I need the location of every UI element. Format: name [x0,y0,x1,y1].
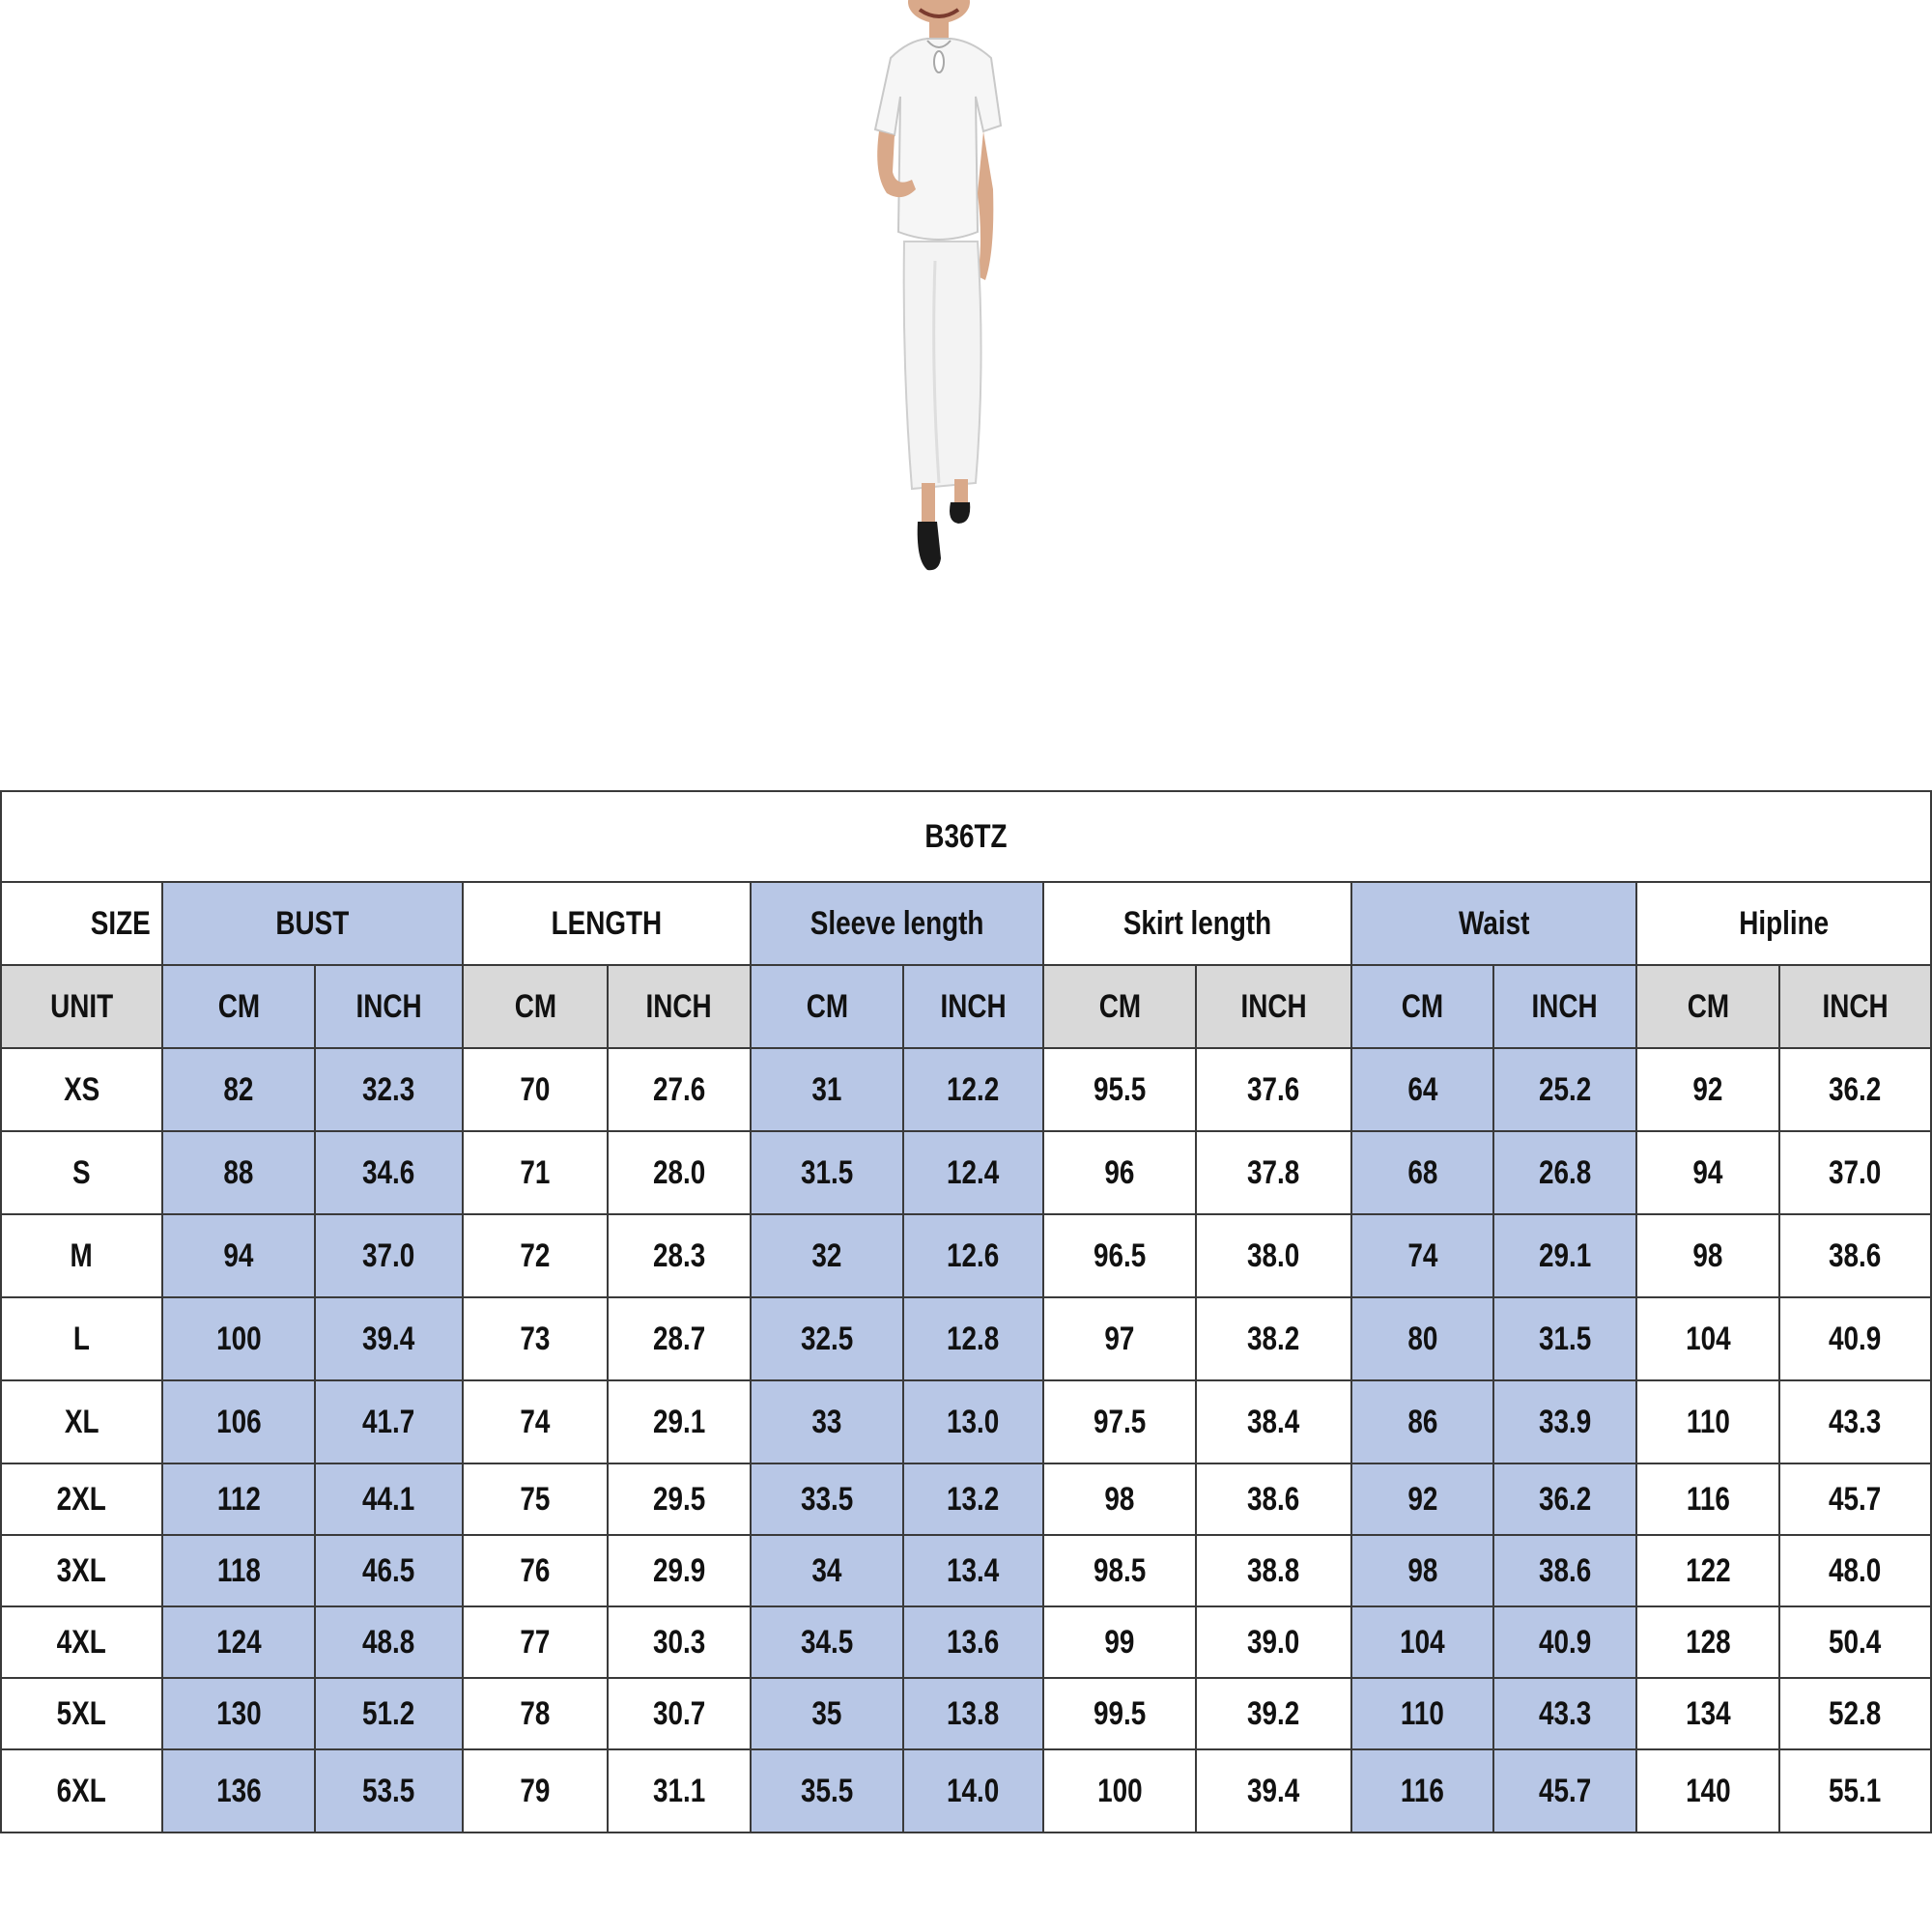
measurement-cell: 94 [162,1214,315,1297]
measurement-cell: 25.2 [1493,1048,1636,1131]
measurement-cell: 88 [162,1131,315,1214]
group-header-waist: Waist [1351,882,1636,965]
measurement-cell: 40.9 [1493,1606,1636,1678]
measurement-cell: 31.5 [1493,1297,1636,1380]
measurement-cell: 74 [1351,1214,1493,1297]
table-row [1,1297,1931,1380]
unit-cm: CM [463,965,608,1048]
measurement-cell: 37.0 [315,1214,463,1297]
measurement-cell: 35.5 [751,1749,903,1833]
measurement-cell: 124 [162,1606,315,1678]
measurement-cell: 36.2 [1493,1463,1636,1535]
measurement-cell: 86 [1351,1380,1493,1463]
unit-inch: INCH [1196,965,1351,1048]
measurement-cell: 39.4 [315,1297,463,1380]
measurement-cell: 73 [463,1297,608,1380]
size-header: SIZE [1,882,162,965]
measurement-cell: 110 [1636,1380,1779,1463]
measurement-cell: 96 [1043,1131,1196,1214]
measurement-cell: 116 [1351,1749,1493,1833]
measurement-cell: 98 [1636,1214,1779,1297]
measurement-cell: 30.3 [608,1606,751,1678]
measurement-cell: 52.8 [1779,1678,1931,1749]
measurement-cell: 80 [1351,1297,1493,1380]
measurement-cell: 106 [162,1380,315,1463]
measurement-cell: 51.2 [315,1678,463,1749]
measurement-cell: 41.7 [315,1380,463,1463]
unit-cm: CM [1636,965,1779,1048]
measurement-cell: 95.5 [1043,1048,1196,1131]
unit-cm: CM [162,965,315,1048]
size-cell: 3XL [1,1535,162,1606]
size-cell: XL [1,1380,162,1463]
measurement-cell: 34.5 [751,1606,903,1678]
measurement-cell: 75 [463,1463,608,1535]
measurement-cell: 98 [1043,1463,1196,1535]
measurement-cell: 29.1 [1493,1214,1636,1297]
measurement-cell: 37.0 [1779,1131,1931,1214]
measurement-cell: 37.6 [1196,1048,1351,1131]
unit-inch: INCH [903,965,1043,1048]
measurement-cell: 92 [1351,1463,1493,1535]
measurement-cell: 130 [162,1678,315,1749]
table-title: B36TZ [1,791,1931,882]
measurement-cell: 28.3 [608,1214,751,1297]
measurement-cell: 97 [1043,1297,1196,1380]
measurement-cell: 53.5 [315,1749,463,1833]
measurement-cell: 134 [1636,1678,1779,1749]
measurement-cell: 104 [1351,1606,1493,1678]
unit-inch: INCH [608,965,751,1048]
measurement-cell: 32.5 [751,1297,903,1380]
unit-cm: CM [751,965,903,1048]
title-row [1,791,1931,882]
measurement-cell: 82 [162,1048,315,1131]
measurement-cell: 74 [463,1380,608,1463]
measurement-cell: 38.6 [1196,1463,1351,1535]
measurement-cell: 46.5 [315,1535,463,1606]
measurement-cell: 33.5 [751,1463,903,1535]
measurement-cell: 37.8 [1196,1131,1351,1214]
measurement-cell: 29.9 [608,1535,751,1606]
unit-cm: CM [1043,965,1196,1048]
measurement-cell: 48.0 [1779,1535,1931,1606]
measurement-cell: 94 [1636,1131,1779,1214]
measurement-cell: 79 [463,1749,608,1833]
size-cell: 4XL [1,1606,162,1678]
measurement-cell: 98.5 [1043,1535,1196,1606]
unit-inch: INCH [315,965,463,1048]
group-header-sleeve-length: Sleeve length [751,882,1043,965]
size-cell: M [1,1214,162,1297]
measurement-cell: 26.8 [1493,1131,1636,1214]
measurement-cell: 48.8 [315,1606,463,1678]
measurement-cell: 34.6 [315,1131,463,1214]
unit-label: UNIT [1,965,162,1048]
measurement-cell: 40.9 [1779,1297,1931,1380]
measurement-cell: 39.4 [1196,1749,1351,1833]
table-row [1,1380,1931,1463]
measurement-cell: 28.7 [608,1297,751,1380]
measurement-cell: 35 [751,1678,903,1749]
table-row [1,1214,1931,1297]
measurement-cell: 39.0 [1196,1606,1351,1678]
measurement-cell: 77 [463,1606,608,1678]
measurement-cell: 64 [1351,1048,1493,1131]
measurement-cell: 27.6 [608,1048,751,1131]
group-header-hipline: Hipline [1636,882,1931,965]
group-header-bust: BUST [162,882,463,965]
measurement-cell: 33 [751,1380,903,1463]
measurement-cell: 38.0 [1196,1214,1351,1297]
measurement-cell: 110 [1351,1678,1493,1749]
measurement-cell: 71 [463,1131,608,1214]
measurement-cell: 12.4 [903,1131,1043,1214]
table-row [1,1749,1931,1833]
measurement-cell: 38.6 [1779,1214,1931,1297]
measurement-cell: 68 [1351,1131,1493,1214]
measurement-cell: 12.6 [903,1214,1043,1297]
measurement-cell: 136 [162,1749,315,1833]
measurement-cell: 100 [1043,1749,1196,1833]
measurement-cell: 99 [1043,1606,1196,1678]
measurement-cell: 29.1 [608,1380,751,1463]
model-illustration [831,0,1063,580]
measurement-cell: 104 [1636,1297,1779,1380]
measurement-cell: 122 [1636,1535,1779,1606]
group-header-length: LENGTH [463,882,751,965]
measurement-cell: 76 [463,1535,608,1606]
measurement-cell: 45.7 [1779,1463,1931,1535]
table-row [1,1131,1931,1214]
measurement-cell: 45.7 [1493,1749,1636,1833]
measurement-cell: 38.6 [1493,1535,1636,1606]
size-cell: S [1,1131,162,1214]
group-header-skirt-length: Skirt length [1043,882,1351,965]
size-chart-table [0,790,1932,1833]
measurement-cell: 128 [1636,1606,1779,1678]
table-row [1,1048,1931,1131]
measurement-cell: 14.0 [903,1749,1043,1833]
dress-figure-image [831,0,1063,580]
measurement-cell: 44.1 [315,1463,463,1535]
measurement-cell: 100 [162,1297,315,1380]
measurement-cell: 31.5 [751,1131,903,1214]
measurement-cell: 116 [1636,1463,1779,1535]
measurement-cell: 38.8 [1196,1535,1351,1606]
measurement-cell: 13.8 [903,1678,1043,1749]
measurement-cell: 92 [1636,1048,1779,1131]
unit-inch: INCH [1779,965,1931,1048]
table-row [1,1535,1931,1606]
measurement-cell: 38.2 [1196,1297,1351,1380]
measurement-cell: 55.1 [1779,1749,1931,1833]
size-cell: 6XL [1,1749,162,1833]
unit-header-row [1,965,1931,1048]
measurement-cell: 13.2 [903,1463,1043,1535]
size-cell: L [1,1297,162,1380]
measurement-cell: 43.3 [1779,1380,1931,1463]
measurement-cell: 98 [1351,1535,1493,1606]
measurement-cell: 97.5 [1043,1380,1196,1463]
measurement-cell: 72 [463,1214,608,1297]
measurement-cell: 43.3 [1493,1678,1636,1749]
unit-cm: CM [1351,965,1493,1048]
measurement-cell: 31.1 [608,1749,751,1833]
measurement-cell: 13.6 [903,1606,1043,1678]
measurement-cell: 32.3 [315,1048,463,1131]
measurement-cell: 39.2 [1196,1678,1351,1749]
table-row [1,1678,1931,1749]
measurement-cell: 13.0 [903,1380,1043,1463]
measurement-cell: 29.5 [608,1463,751,1535]
size-cell: XS [1,1048,162,1131]
size-cell: 2XL [1,1463,162,1535]
measurement-cell: 12.8 [903,1297,1043,1380]
measurement-cell: 30.7 [608,1678,751,1749]
measurement-cell: 38.4 [1196,1380,1351,1463]
measurement-header-row [1,882,1931,965]
measurement-cell: 78 [463,1678,608,1749]
measurement-cell: 28.0 [608,1131,751,1214]
measurement-cell: 112 [162,1463,315,1535]
table-row [1,1606,1931,1678]
measurement-cell: 33.9 [1493,1380,1636,1463]
size-cell: 5XL [1,1678,162,1749]
measurement-cell: 140 [1636,1749,1779,1833]
measurement-cell: 99.5 [1043,1678,1196,1749]
measurement-cell: 34 [751,1535,903,1606]
measurement-cell: 32 [751,1214,903,1297]
measurement-cell: 31 [751,1048,903,1131]
measurement-cell: 96.5 [1043,1214,1196,1297]
unit-inch: INCH [1493,965,1636,1048]
table-row [1,1463,1931,1535]
measurement-cell: 36.2 [1779,1048,1931,1131]
measurement-cell: 118 [162,1535,315,1606]
measurement-cell: 70 [463,1048,608,1131]
measurement-cell: 13.4 [903,1535,1043,1606]
measurement-cell: 12.2 [903,1048,1043,1131]
measurement-cell: 50.4 [1779,1606,1931,1678]
